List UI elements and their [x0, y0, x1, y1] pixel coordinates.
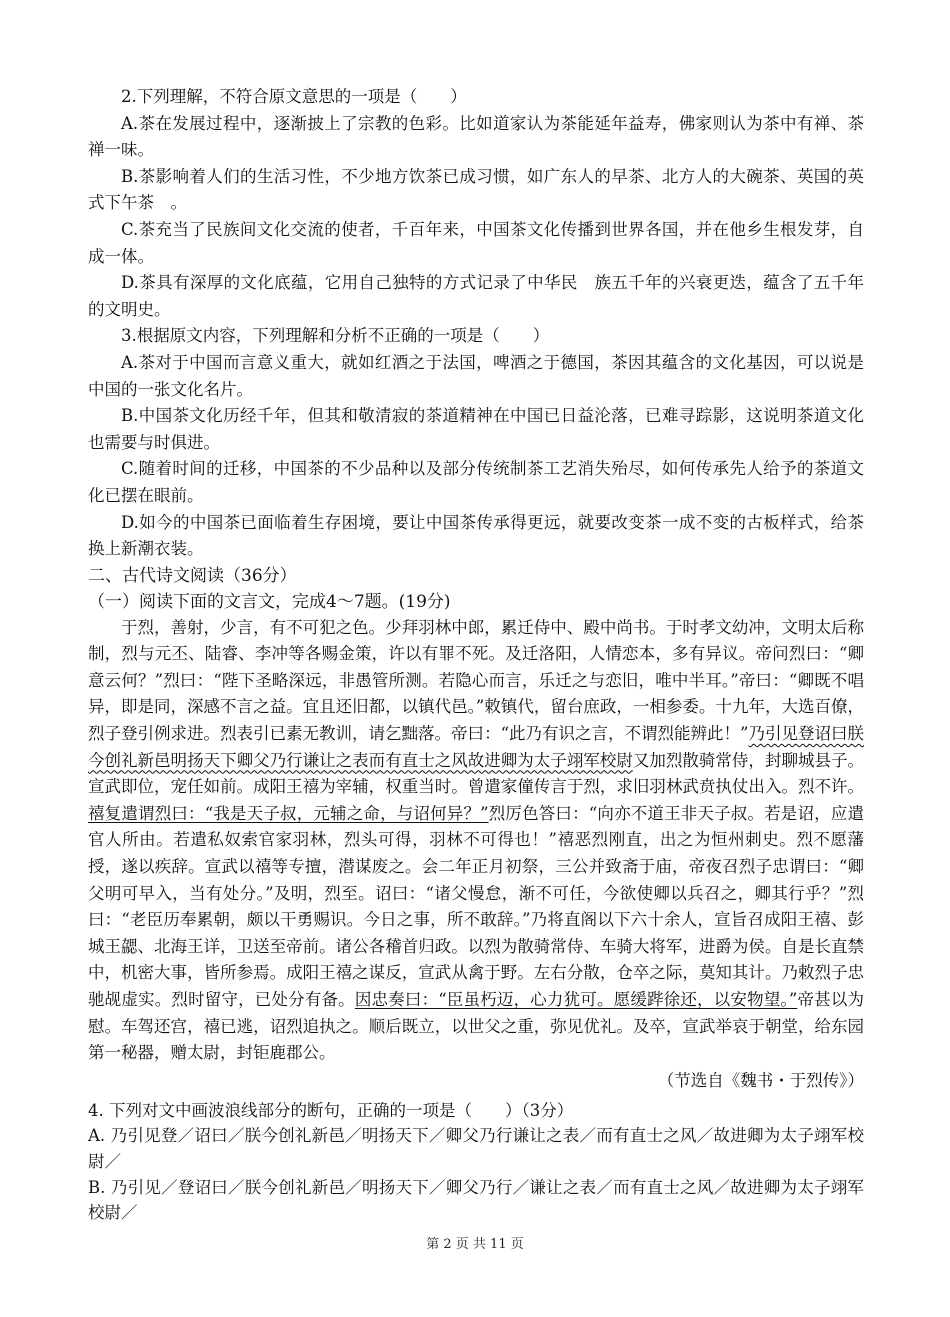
page-footer: 第 2 页 共 11 页	[426, 1237, 524, 1252]
wavy-underlined-text: 乃引见登诏曰朕今创礼新邑明扬天下卿父乃行谦让之表而有直士之风故进卿为太子翊军校尉	[88, 724, 865, 770]
section-heading: 二、古代诗文阅读（36分）	[88, 565, 297, 586]
q3-option-d: D.如今的中国茶已面临着生存困境，要让中国茶传承得更远，就要改变茶一成不变的古板样式，给茶换上新潮衣装。	[88, 512, 864, 559]
passage-part-2: 又加烈散骑常侍，封聊城县子。宣武即位，宠任如前。成阳王禧为宰辅，权重当时。曾遣家僮传言于烈，求旧羽林武贲执仗出入。烈不许。	[88, 750, 865, 797]
subsection-heading: （一）阅读下面的文言文，完成4～7题。(19分)	[88, 591, 451, 612]
passage-part-4: 帝甚以为慰。车驾还宫，禧已逃，诏烈追执之。顺后既立，以世父之重，弥见优礼。及卒，宣武举哀于朝堂，给东园第一秘器，赠太尉，封钜鹿郡公。	[88, 990, 865, 1063]
passage-source: （节选自《魏书・于烈传》）	[657, 1070, 864, 1090]
page-content	[88, 84, 864, 1226]
q2-option-c: C.茶充当了民族间文化交流的使者，千百年来，中国茶文化传播到世界各国，并在他乡生根发芽，自成一体。	[88, 219, 864, 266]
q4-option-a: A. 乃引见登／诏曰／朕今创礼新邑／明扬天下／卿父乃行谦让之表／而有直士之风／故进卿为太子翊军校尉／	[88, 1126, 864, 1171]
q2-stem: 2.下列理解，不符合原文意思的一项是（ ）	[121, 87, 467, 106]
q2-option-a: A.茶在发展过程中，逐渐披上了宗教的色彩。比如道家认为茶能延年益寿，佛家则认为茶中有禅、茶禅一味。	[88, 113, 864, 160]
passage-part-1: 于烈，善射，少言，有不可犯之色。少拜羽林中郎，累迁侍中、殿中尚书。于时孝文幼冲，文明太后称制，烈与元丕、陆睿、李冲等各赐金策，许以有罪不死。及迁洛阳，人情恋本，多有异议。帝问烈曰：“卿意云何？”烈曰：“陛下圣略深远，非愚管所测。若隐心而言，乐迁之与恋旧，唯中半耳。”帝曰：“卿既不唱异，即是同，深感不言之益。宜且还旧都，以镇代邑。”敕镇代，留台庶政，一相参委。十九年，大选百僚，烈子登引例求进。烈表引已素无教训，请乞黜落。帝曰：“此乃有识之言，不谓烈能辨此！”	[88, 617, 864, 744]
q2-option-d: D.茶具有深厚的文化底蕴，它用自己独特的方式记录了中华民 族五千年的兴衰更迭，蕴含了五千年的文明史。	[88, 273, 864, 319]
q3-option-b: B.中国茶文化历经千年，但其和敬清寂的茶道精神在中国已日益沦落，已难寻踪影，这说明茶道文化也需要与时俱进。	[88, 406, 864, 452]
passage-part-3: 烈厉色答曰：“向亦不道王非天子叔。若是诏，应遣官人所由。若遣私奴索官家羽林，烈头可得，羽林不可得也！”禧恶烈刚直，出之为恒州刺史。烈不愿藩授，遂以疾辞。宣武以禧等专擅，潜谋废之。会二年正月初祭，三公并致斋于庙，帝夜召烈子忠谓曰：“卿父明可早入，当有处分。”及明，烈至。诏曰：“诸父慢怠，渐不可任，今欲使卿以兵召之，卿其行乎？”烈曰：“老臣历奉累朝，颇以干勇赐识。今日之事，所不敢辞。”乃将直阁以下六十余人，宣旨召成阳王禧、彭城王勰、北海王详，卫送至帝前。诸公各稽首归政。以烈为散骑常侍、车骑大将军，进爵为侯。自是长直禁中，机密大事，皆所参焉。成阳王禧之谋反，宣武从禽于野。左右分散，仓卒之际，莫知其计。乃敕烈子忠驰觇虚实。烈时留守，已处分有备。	[88, 803, 865, 1009]
q2-option-b: B.茶影响着人们的生活习性，不少地方饮茶已成习惯，如广东人的早茶、北方人的大碗茶、英国的英式下午茶 。	[88, 166, 864, 213]
classical-passage	[88, 615, 864, 1067]
q3-option-c: C.随着时间的迁移，中国茶的不少品种以及部分传统制茶工艺消失殆尽，如何传承先人给予的茶道文化已摆在眼前。	[88, 459, 864, 505]
underlined-sentence-1: 禧复遣谓烈曰：“我是天子叔，元辅之命，与诏何异？”	[88, 803, 489, 823]
q4-option-b: B. 乃引见／登诏曰／朕今创礼新邑／明扬天下／卿父乃行／谦让之表／而有直士之风／故进卿为太子翊军校尉／	[88, 1177, 864, 1223]
q4-stem: 4. 下列对文中画波浪线部分的断句，正确的一项是（ ）（3分）	[88, 1100, 574, 1120]
q3-stem: 3.根据原文内容，下列理解和分析不正确的一项是（ ）	[121, 326, 550, 346]
q3-option-a: A.茶对于中国而言意义重大，就如红酒之于法国，啤酒之于德国，茶因其蕴含的文化基因，可以说是中国的一张文化名片。	[88, 352, 864, 399]
underlined-sentence-2: 因忠奏曰：“臣虽朽迈，心力犹可。愿缓跸徐还，以安物望。”	[354, 990, 798, 1009]
